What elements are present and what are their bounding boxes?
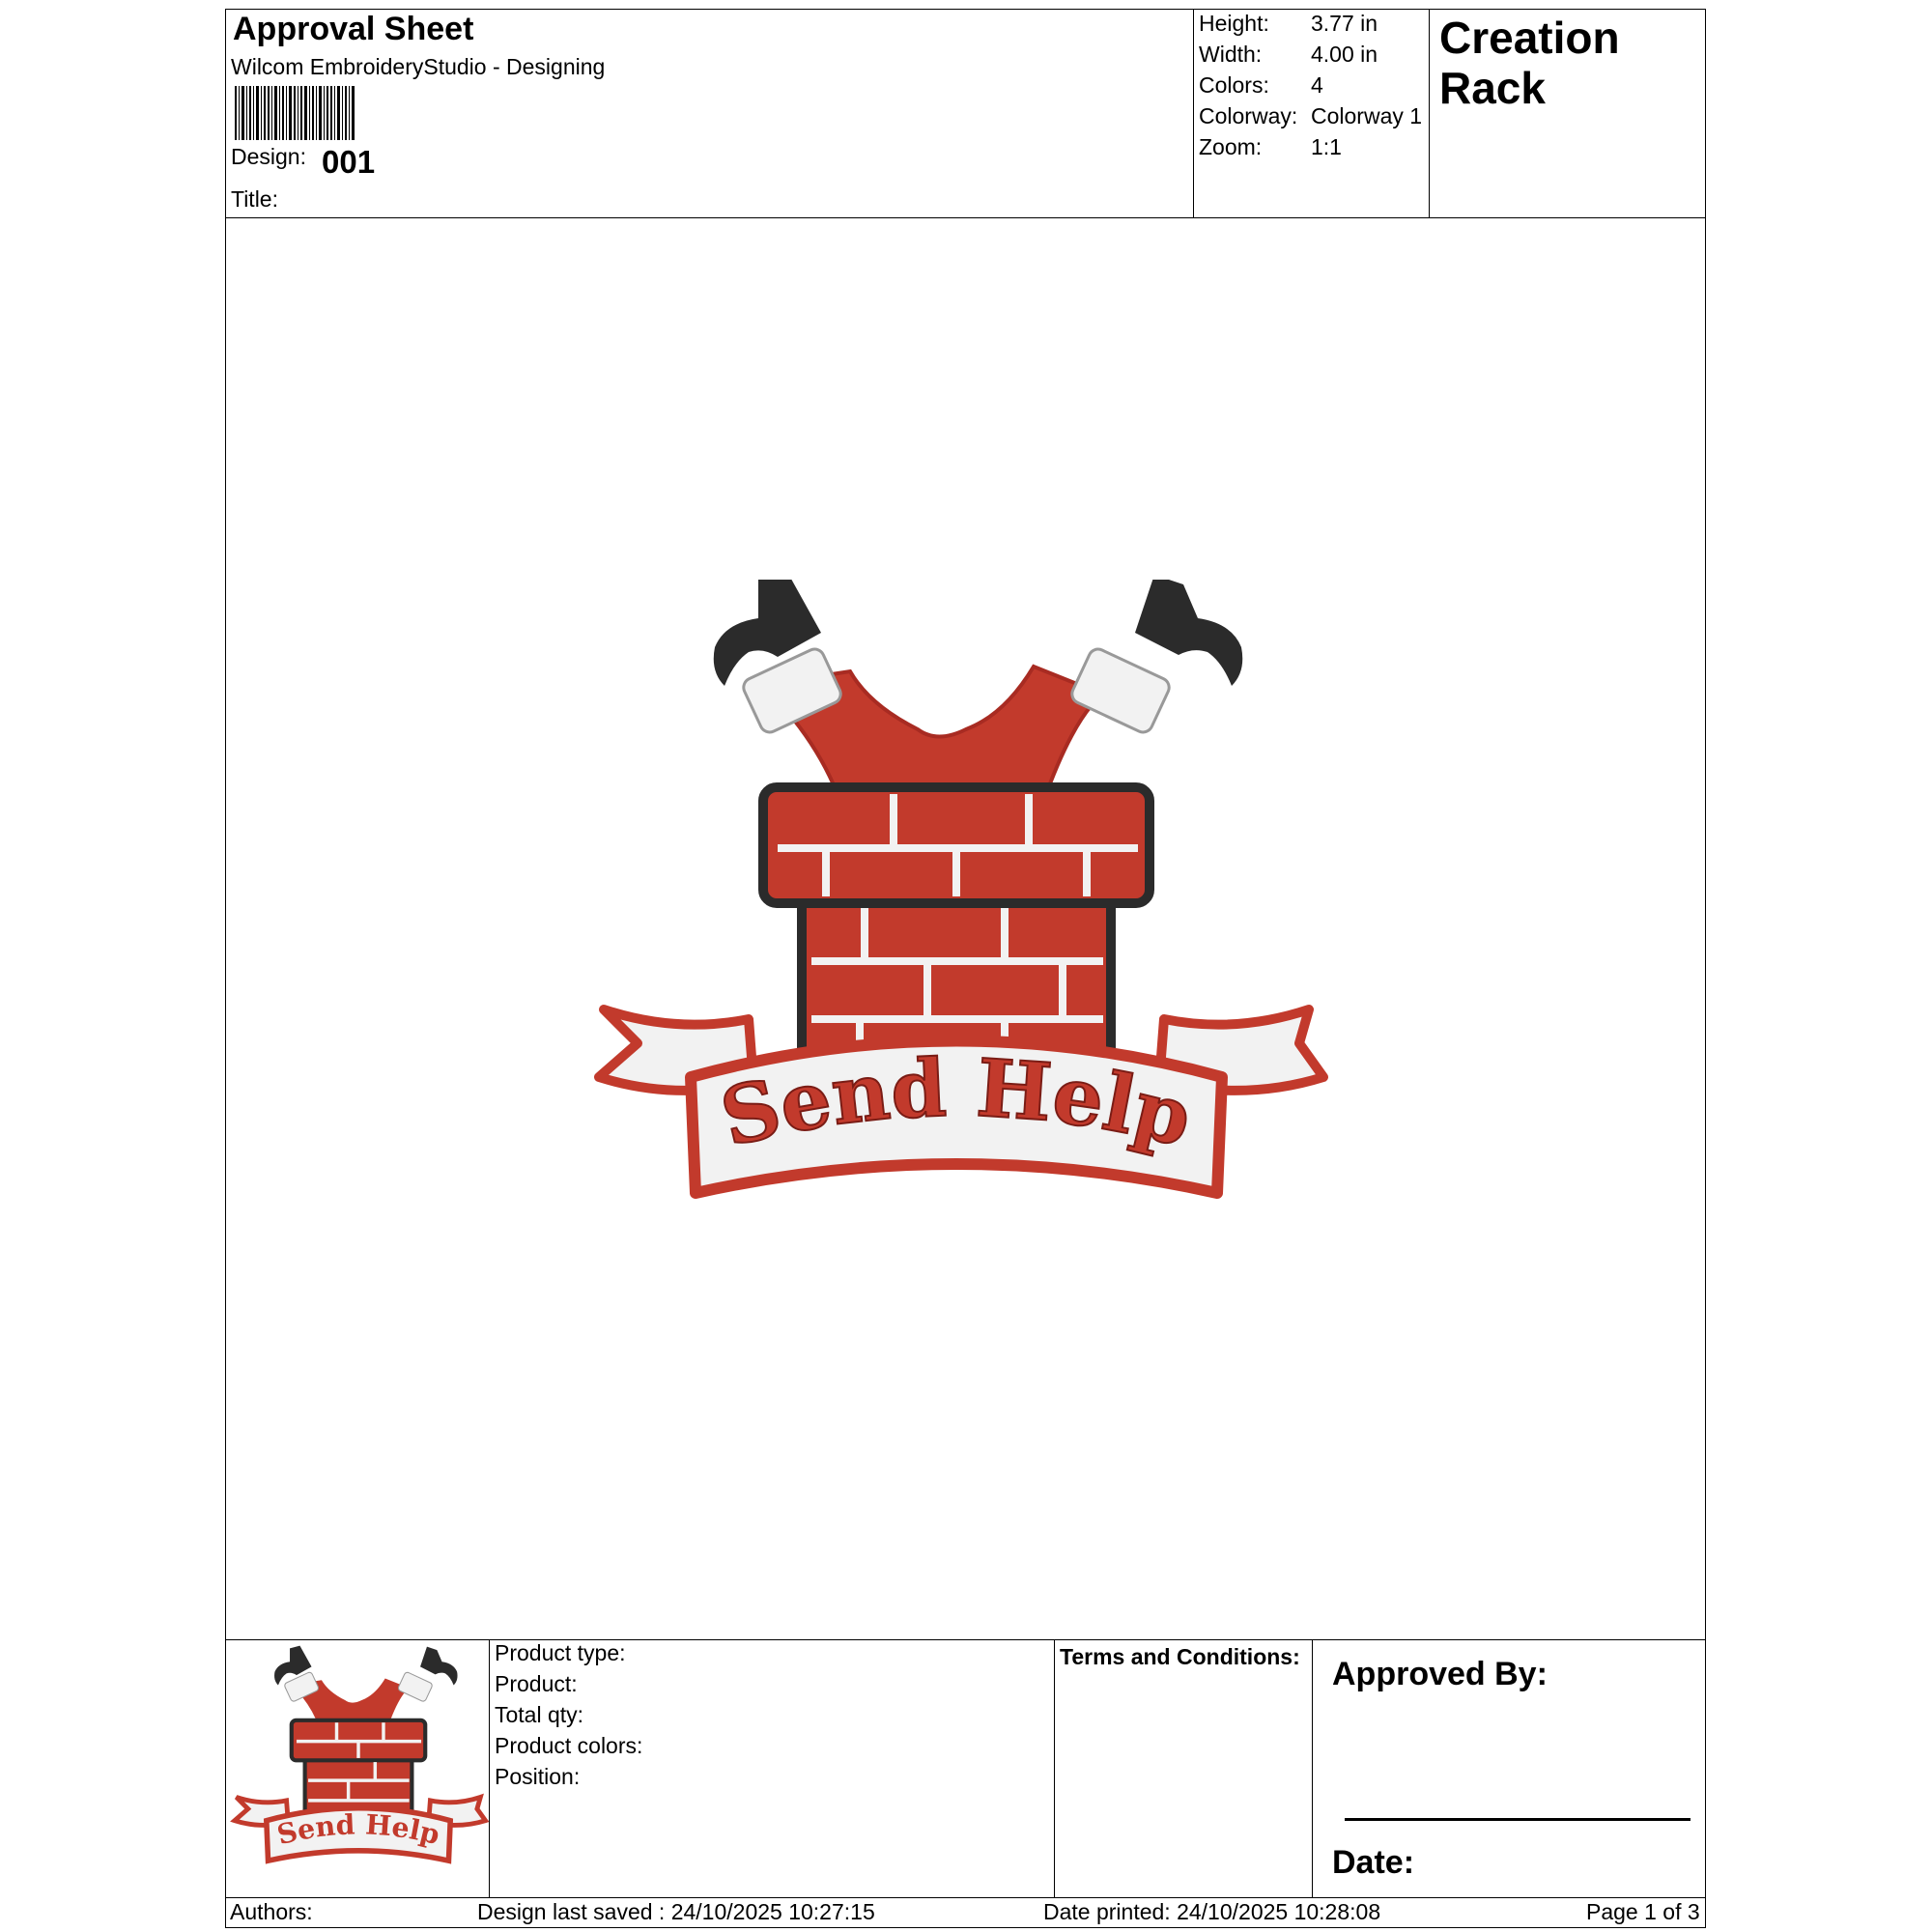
height-row (1199, 11, 1378, 37)
title-label: Title: (231, 186, 278, 212)
width-row (1199, 42, 1378, 68)
right-cuff (1069, 646, 1173, 735)
banner (599, 1009, 1323, 1193)
product-label: Product: (495, 1671, 578, 1696)
colorway-row (1199, 103, 1422, 129)
last-saved: Design last saved : 24/10/2025 10:27:15 (477, 1899, 875, 1924)
width-value: 4.00 in (1311, 42, 1378, 67)
product-colors-label: Product colors: (495, 1733, 643, 1758)
design-thumbnail (228, 1644, 489, 1893)
software-name: Wilcom EmbroideryStudio - Designing (231, 54, 606, 79)
svg-text:Send Help: Send Help (273, 1807, 443, 1852)
zoom-row (1199, 134, 1342, 160)
brand-box (1429, 9, 1707, 218)
right-boot-icon (1135, 580, 1242, 686)
height-label: Height: (1199, 11, 1269, 36)
design-label: Design: (231, 144, 306, 169)
header-info (225, 9, 1193, 218)
embroidery-design (580, 580, 1333, 1275)
product-type-label: Product type: (495, 1640, 626, 1665)
colorway-label: Colorway: (1199, 103, 1298, 128)
date-printed: Date printed: 24/10/2025 10:28:08 (1043, 1899, 1381, 1924)
approved-by-label: Approved By: (1332, 1656, 1548, 1692)
height-value: 3.77 in (1311, 11, 1378, 36)
date-label: Date: (1332, 1844, 1415, 1881)
colors-value: 4 (1311, 72, 1323, 98)
page-number: Page 1 of 3 (1586, 1899, 1700, 1924)
colors-label: Colors: (1199, 72, 1269, 98)
zoom-value: 1:1 (1311, 134, 1342, 159)
signature-line (1345, 1818, 1690, 1821)
total-qty-label: Total qty: (495, 1702, 584, 1727)
terms-label: Terms and Conditions: (1060, 1644, 1300, 1669)
design-number: 001 (322, 144, 376, 180)
width-label: Width: (1199, 42, 1263, 67)
sheet-title: Approval Sheet (233, 11, 474, 47)
zoom-label: Zoom: (1199, 134, 1263, 159)
header-divider (225, 217, 1706, 218)
footer-col-divider-3 (1312, 1639, 1313, 1897)
colorway-value: Colorway 1 (1311, 103, 1423, 128)
position-label: Position: (495, 1764, 581, 1789)
design-metadata (1193, 9, 1430, 218)
bottom-bar-divider (225, 1897, 1706, 1898)
barcode-icon (235, 86, 356, 140)
footer-col-divider-1 (489, 1639, 490, 1897)
banner-text: Send Help (712, 1041, 1201, 1166)
colors-row (1199, 72, 1323, 99)
footer-col-divider-2 (1054, 1639, 1055, 1897)
brand-name: Creation Rack (1439, 13, 1620, 113)
authors-label: Authors: (230, 1899, 313, 1924)
footer-divider (225, 1639, 1706, 1640)
